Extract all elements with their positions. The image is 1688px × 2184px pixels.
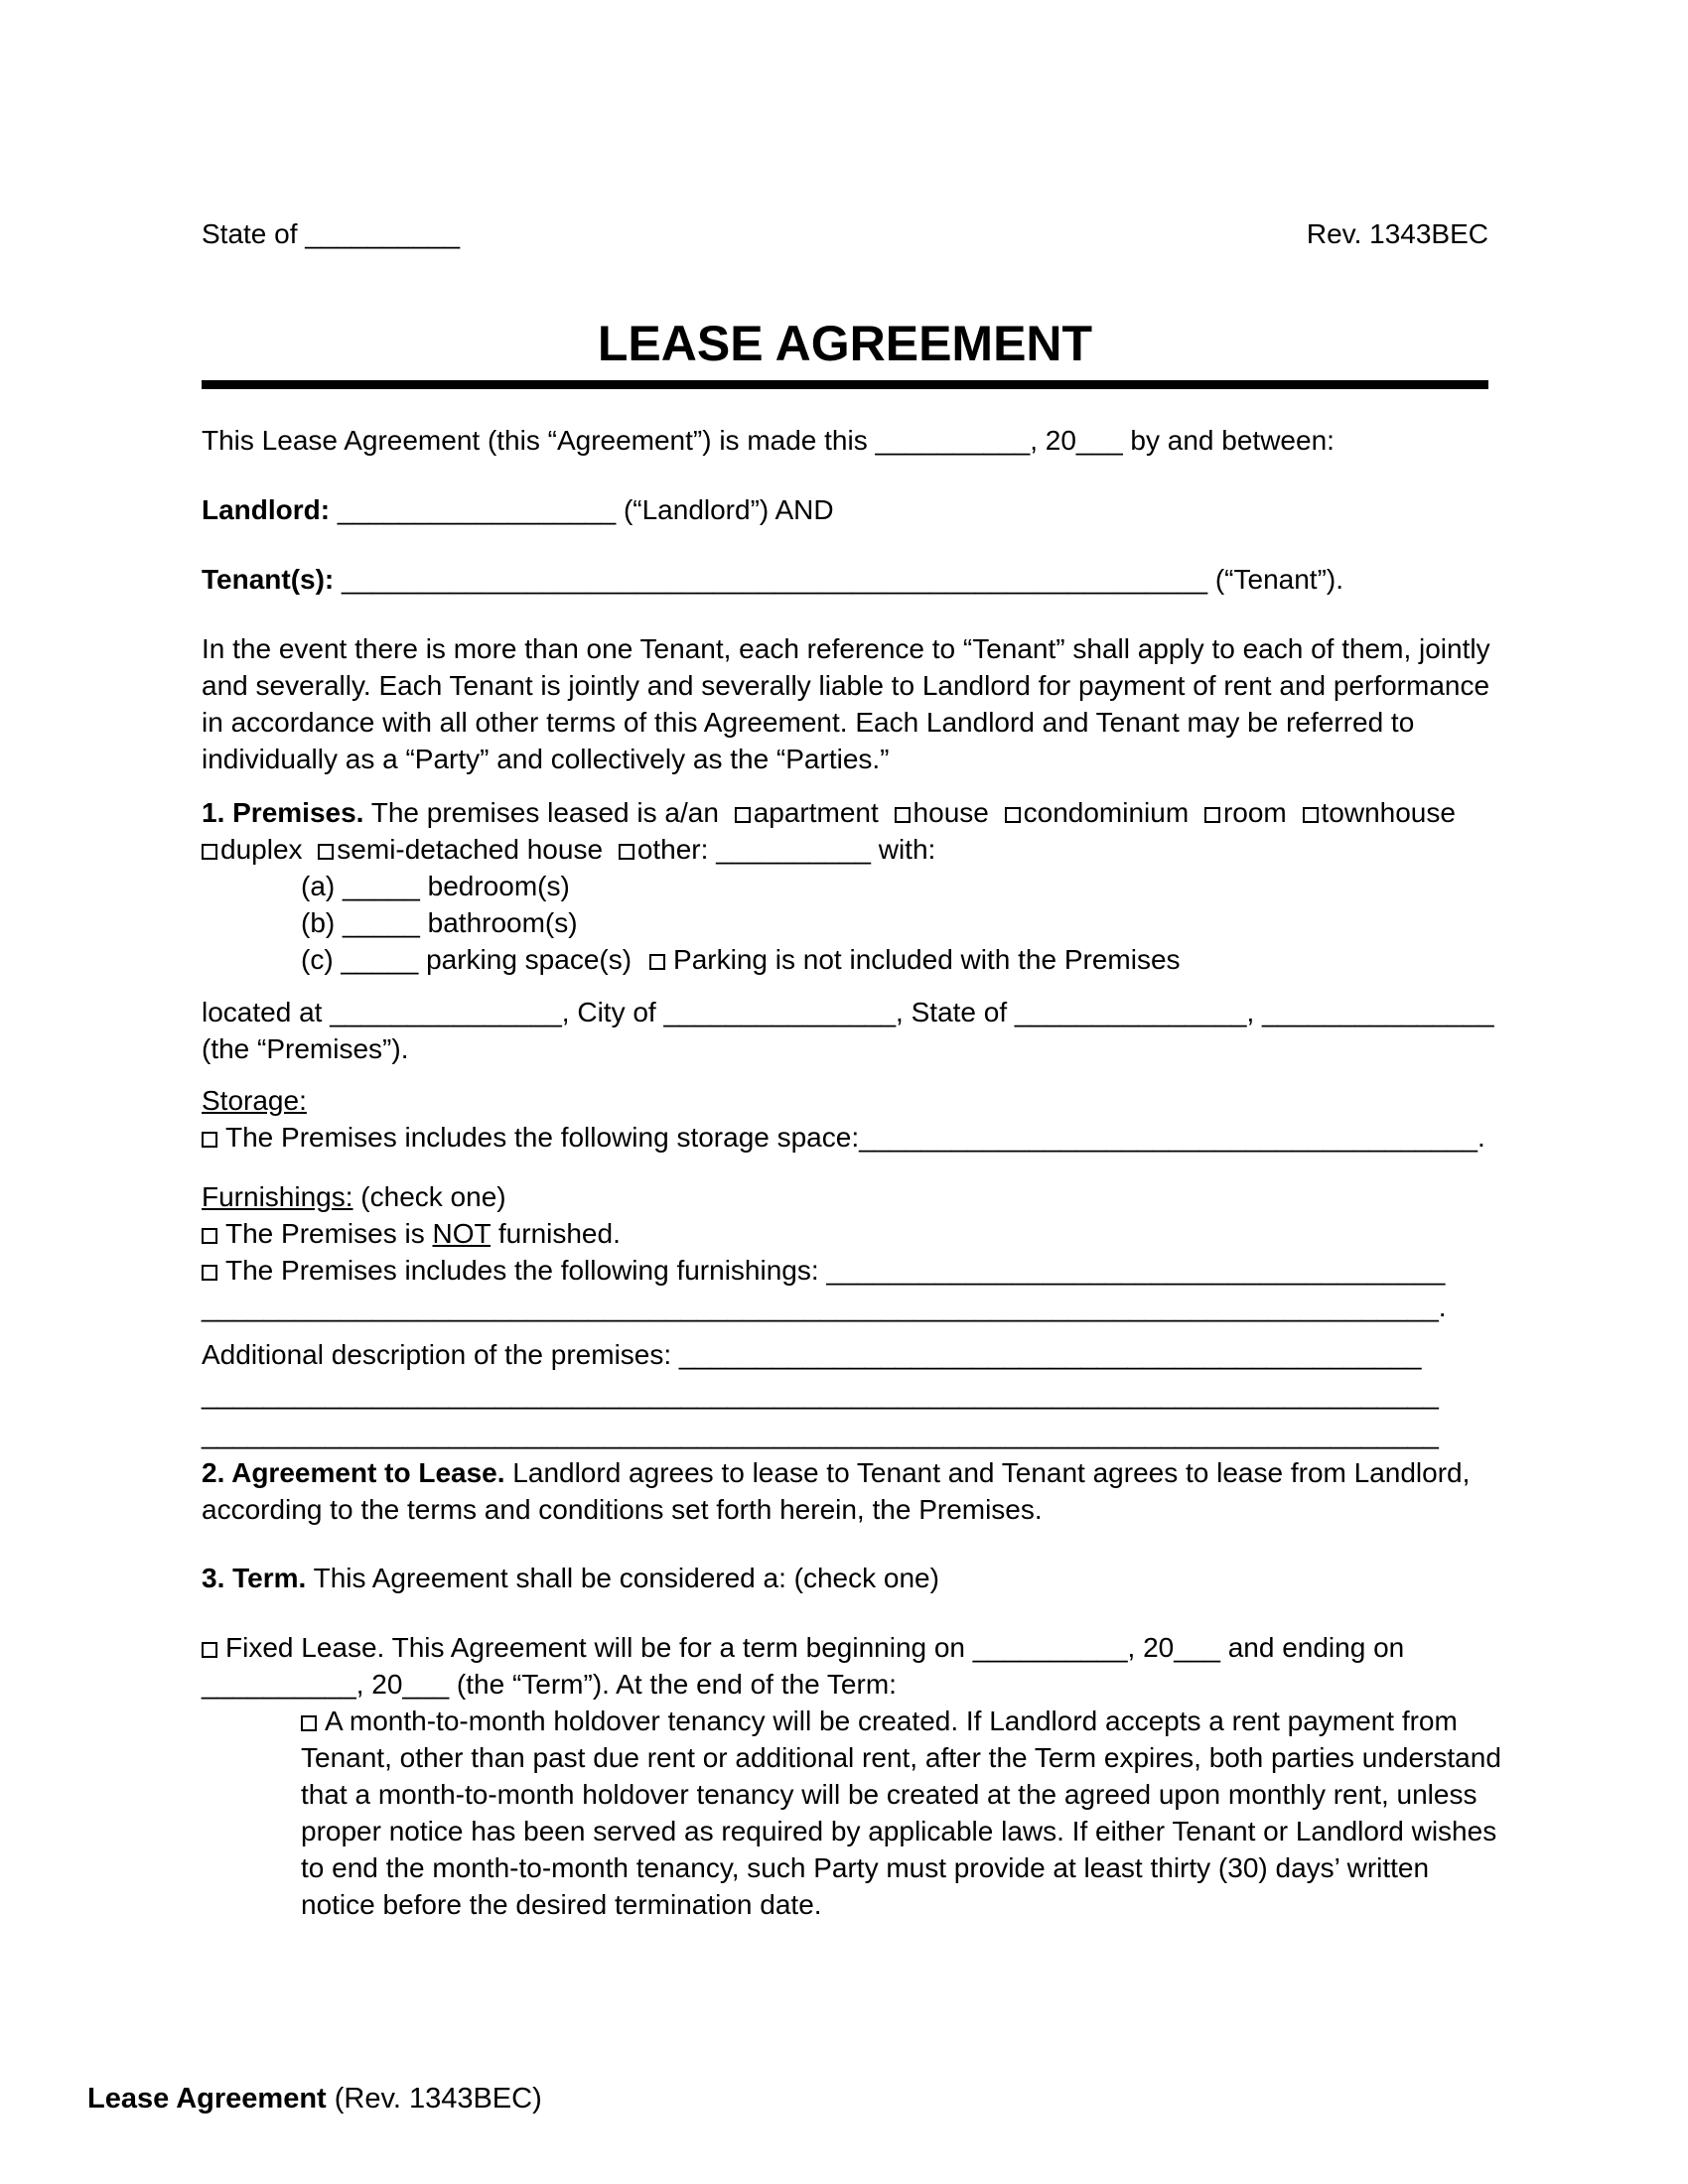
not-word: NOT: [432, 1218, 492, 1249]
furnishings-blank[interactable]: ________________________________________: [826, 1255, 1446, 1286]
holdover-line: proper notice has been served as required by applicable laws. If either Tenant or Landlord wishes: [301, 1816, 1497, 1846]
option-label: condominium: [1023, 797, 1190, 828]
landlord-blank-and-text: __________________ (“Landlord”) AND: [330, 494, 834, 525]
storage-period: .: [1477, 1122, 1485, 1153]
fixed-lease-paragraph: [202, 1629, 1488, 1703]
fixed-lease-line-2: __________, 20___ (the “Term”). At the end of the Term:: [202, 1669, 897, 1700]
option-label: semi-detached house: [337, 834, 604, 865]
premises-type-line-1: [202, 794, 1488, 831]
checkbox-duplex[interactable]: [202, 844, 217, 860]
not-furnished-post: furnished.: [491, 1218, 621, 1249]
option-label: room: [1222, 797, 1287, 828]
checkbox-not-furnished[interactable]: [202, 1228, 217, 1244]
option-label: townhouse: [1321, 797, 1456, 828]
additional-blank-line[interactable]: ________________________________________________________________________________: [202, 1419, 1439, 1449]
holdover-tenancy-paragraph: [301, 1703, 1501, 1923]
section-2-line-1: [202, 1454, 1488, 1491]
premises-option-condominium: [1005, 797, 1190, 828]
fixed-lease-line-1: [202, 1629, 1488, 1666]
storage-blank[interactable]: ________________________________________: [859, 1122, 1477, 1153]
storage-heading-text: Storage:: [202, 1085, 307, 1116]
premises-option-apartment: [735, 797, 879, 828]
additional-description-line: Additional description of the premises: ________________________________________________: [202, 1339, 1422, 1370]
storage-section: [202, 1082, 1488, 1156]
tenant-blank-and-text: ________________________________________________________ (“Tenant”).: [334, 564, 1343, 595]
section-3-text: This Agreement shall be considered a: (check one): [306, 1563, 939, 1593]
holdover-line: to end the month-to-month tenancy, such Party must provide at least thirty (30) days’ written: [301, 1852, 1430, 1883]
section-3-heading: 3. Term.: [202, 1563, 307, 1593]
section-2-agreement-to-lease: [202, 1454, 1488, 1528]
includes-furnishings-line: [202, 1252, 1488, 1289]
joint-liability-paragraph: [202, 630, 1488, 777]
checkbox-other[interactable]: [619, 844, 634, 860]
intro-line: This Lease Agreement (this “Agreement”) is made this __________, 20___ by and between:: [202, 425, 1335, 456]
paragraph-line: In the event there is more than one Tenant, each reference to “Tenant” shall apply to each of them, jointly: [202, 633, 1490, 664]
option-label: house: [913, 797, 989, 828]
premises-option-room: [1204, 797, 1287, 828]
document-content: [202, 215, 1501, 1923]
with-label: with:: [878, 834, 936, 865]
premises-option-townhouse: [1303, 797, 1456, 828]
section-1-premises: [202, 794, 1488, 978]
landlord-label: Landlord:: [202, 494, 331, 525]
bedrooms-line: (a) _____ bedroom(s): [301, 871, 570, 901]
premises-option-duplex: [202, 834, 303, 865]
furnishings-heading: [202, 1178, 1488, 1215]
section-2-heading: 2. Agreement to Lease.: [202, 1457, 505, 1488]
section-3-term: [202, 1560, 1488, 1596]
checkbox-semi-detached-house[interactable]: [318, 844, 334, 860]
state-of-label: State of: [202, 218, 298, 249]
additional-description-section: [202, 1335, 1488, 1454]
checkbox-parking-not-included[interactable]: [649, 954, 665, 970]
option-label: other:: [636, 834, 709, 865]
located-at-paragraph: [202, 994, 1494, 1067]
holdover-text-1: A month-to-month holdover tenancy will be created. If Landlord accepts a rent payment from: [325, 1706, 1458, 1736]
paragraph-line: and severally. Each Tenant is jointly and severally liable to Landlord for payment of rent and performance: [202, 670, 1490, 701]
section-2-line-2: according to the terms and conditions set forth herein, the Premises.: [202, 1494, 1043, 1525]
landlord-line: [202, 491, 1488, 528]
includes-furnishings-text: The Premises includes the following furnishings:: [225, 1255, 827, 1286]
checkbox-fixed-lease[interactable]: [202, 1642, 217, 1658]
additional-blank-line[interactable]: ________________________________________________________________________________: [202, 1379, 1439, 1410]
tenant-line: [202, 561, 1488, 598]
checkbox-storage-space[interactable]: [202, 1132, 217, 1148]
parking-spaces-text: (c) _____ parking space(s): [301, 944, 633, 975]
the-premises-line: (the “Premises”).: [202, 1033, 409, 1064]
other-blank[interactable]: __________: [716, 834, 871, 865]
premises-option-other: [619, 834, 709, 865]
storage-heading: [202, 1082, 1488, 1119]
section-2-text: Landlord agrees to lease to Tenant and Tenant agrees to lease from Landlord,: [504, 1457, 1471, 1488]
checkbox-townhouse[interactable]: [1303, 807, 1319, 823]
premises-option-semi-detached: [318, 834, 603, 865]
option-label: apartment: [753, 797, 879, 828]
checkbox-includes-furnishings[interactable]: [202, 1265, 217, 1281]
holdover-line: that a month-to-month holdover tenancy will be created at the agreed upon monthly rent, unless: [301, 1779, 1477, 1810]
tenant-label: Tenant(s):: [202, 564, 335, 595]
footer-revision: (Rev. 1343BEC): [326, 2083, 542, 2115]
page-title: LEASE AGREEMENT: [597, 316, 1093, 371]
not-furnished-line: [202, 1215, 1488, 1252]
holdover-line: notice before the desired termination date.: [301, 1889, 822, 1920]
furnishings-section: [202, 1178, 1488, 1325]
footer-title: Lease Agreement: [87, 2083, 327, 2115]
bathrooms-line: (b) _____ bathroom(s): [301, 907, 578, 938]
premises-detail-list: [301, 868, 1488, 978]
parking-not-included-label: Parking is not included with the Premises: [673, 944, 1181, 975]
state-of-blank[interactable]: __________: [305, 218, 461, 249]
storage-text: The Premises includes the following storage space:: [225, 1122, 860, 1153]
paragraph-line: in accordance with all other terms of this Agreement. Each Landlord and Tenant may be referred to: [202, 707, 1415, 738]
fixed-lease-text-1: Fixed Lease. This Agreement will be for a term beginning on __________, 20___ and ending on: [225, 1632, 1405, 1663]
storage-checkbox-line: [202, 1119, 1488, 1156]
document-footer: [87, 2081, 542, 2117]
parking-line: [301, 941, 1488, 978]
holdover-line-1: [301, 1703, 1488, 1739]
premises-option-house: [895, 797, 989, 828]
checkbox-room[interactable]: [1204, 807, 1220, 823]
option-label: duplex: [220, 834, 303, 865]
revision-label: Rev. 1343BEC: [1306, 218, 1488, 249]
paragraph-line: individually as a “Party” and collectively as the “Parties.”: [202, 744, 890, 774]
title-rule: [202, 380, 1488, 389]
document-header: [202, 215, 1488, 252]
furnishings-heading-text: Furnishings:: [202, 1181, 353, 1212]
check-one-note: (check one): [352, 1181, 506, 1212]
premises-lead-text: The premises leased is a/an: [363, 797, 719, 828]
located-at-line: located at _______________, City of _______________, State of _______________, _______________: [202, 997, 1494, 1027]
holdover-line: Tenant, other than past due rent or additional rent, after the Term expires, both parties understand: [301, 1742, 1501, 1773]
checkbox-apartment[interactable]: [735, 807, 751, 823]
intro-paragraph: [202, 422, 1488, 459]
checkbox-holdover-tenancy[interactable]: [301, 1715, 317, 1731]
premises-type-line-2: [202, 831, 1488, 868]
not-furnished-pre: The Premises is: [225, 1218, 433, 1249]
state-of-line: [202, 215, 460, 252]
section-1-heading: 1. Premises.: [202, 797, 364, 828]
checkbox-condominium[interactable]: [1005, 807, 1021, 823]
checkbox-house[interactable]: [895, 807, 911, 823]
furnishings-blank-line[interactable]: ________________________________________________________________________________.: [202, 1292, 1447, 1322]
